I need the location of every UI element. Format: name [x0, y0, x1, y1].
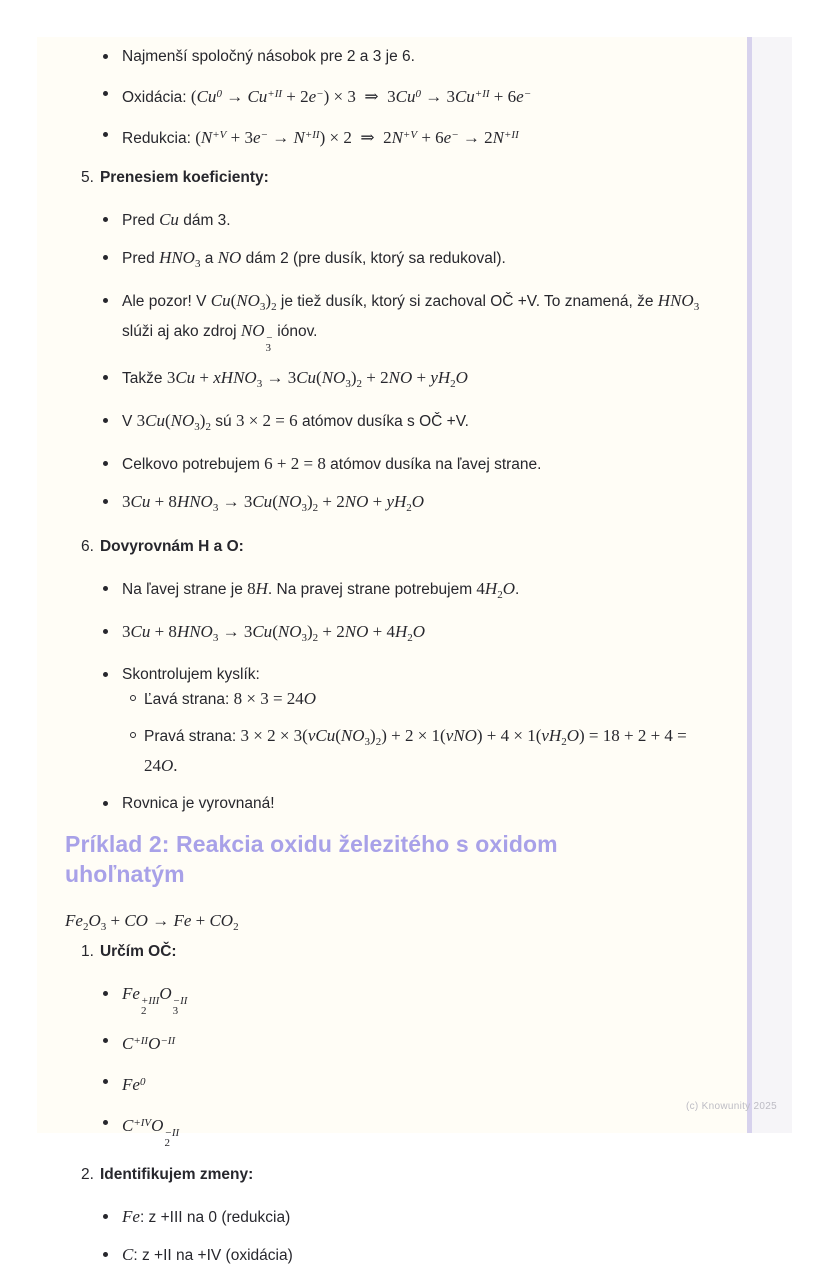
- math-run: 3: [166, 368, 176, 387]
- math-run: e: [443, 128, 452, 147]
- text-run: Pred: [122, 250, 160, 267]
- text-run: Ľavá strana:: [144, 691, 234, 708]
- math-run: Fe: [65, 911, 83, 930]
- list-item-text: [122, 492, 425, 514]
- math-run: −II: [160, 1035, 176, 1047]
- math-run: Cu: [145, 411, 165, 430]
- section-label: Dovyrovnám H a O:: [99, 538, 244, 555]
- math-subsup: [173, 996, 188, 1016]
- text-run: . Na pravej strane potrebujem: [267, 581, 477, 598]
- list-item: [65, 490, 711, 520]
- list-item-text: [122, 1077, 145, 1094]
- list-item-text: [122, 89, 531, 106]
- math-run: Cu: [252, 492, 273, 511]
- math-run: (: [165, 411, 171, 430]
- list-item: [65, 409, 711, 439]
- math-run: Cu: [247, 87, 268, 106]
- text-run: Na ľavej strane je: [122, 581, 248, 598]
- math-run: 3 × 2 = 6: [235, 411, 298, 430]
- math-run: → 3: [218, 622, 253, 641]
- bullet-icon: [103, 801, 108, 806]
- math-run: 2: [406, 502, 412, 514]
- list-item-text: [122, 579, 520, 601]
- math-run: Fe: [122, 1075, 140, 1094]
- math-run: −: [316, 88, 324, 100]
- math-run: Cu: [296, 368, 317, 387]
- math-run: (: [272, 622, 278, 641]
- math-run: 3: [693, 301, 700, 313]
- math-run: C: [122, 1034, 134, 1053]
- math-run: Cu: [252, 622, 273, 641]
- math-run: + 8: [150, 622, 177, 641]
- math-run: Fe: [122, 1207, 140, 1226]
- text-run: slúži aj ako zdroj: [122, 323, 241, 340]
- math-superscript: −: [265, 332, 273, 344]
- section-number: 5.: [81, 169, 94, 186]
- math-run: +: [106, 911, 125, 930]
- math-run: (: [195, 128, 201, 147]
- math-run: O: [412, 622, 426, 641]
- math-run: 2: [271, 301, 277, 313]
- bullet-list: [65, 45, 711, 151]
- math-run: −: [260, 129, 268, 141]
- numbered-section-header: [81, 1163, 711, 1187]
- text-run: atómov dusíka s OČ +V.: [297, 413, 469, 430]
- math-run: 3: [259, 301, 266, 313]
- list-item-text: [122, 666, 260, 683]
- list-item-text: [122, 984, 188, 1017]
- math-run: (: [316, 368, 322, 387]
- list-item-text: [122, 1247, 293, 1264]
- list-item: [65, 366, 711, 396]
- list-item: [65, 620, 711, 650]
- text-run: : z +III na 0 (redukcia): [139, 1209, 291, 1226]
- circle-bullet-icon: [130, 695, 136, 701]
- list-item-text: [144, 728, 687, 775]
- list-item: [65, 982, 711, 1016]
- math-run: + 2: [282, 87, 309, 106]
- list-item: [65, 1205, 711, 1230]
- math-run: O: [161, 756, 174, 775]
- math-run: →: [267, 128, 294, 147]
- math-subsup: [266, 333, 273, 353]
- math-run: +: [368, 492, 387, 511]
- math-run: + 6: [489, 87, 517, 106]
- math-run: + 8: [150, 492, 177, 511]
- list-item: [65, 1070, 711, 1098]
- bullet-icon: [103, 54, 108, 59]
- math-run: NO: [388, 368, 413, 387]
- text-run: Pred: [122, 212, 160, 229]
- bullet-icon: [103, 629, 108, 634]
- list-item: [65, 663, 711, 779]
- math-run: 3: [256, 378, 263, 390]
- page-gutter: [752, 37, 792, 1133]
- bullet-icon: [103, 461, 108, 466]
- math-run: HNO: [159, 248, 195, 267]
- math-subsup: [141, 996, 159, 1016]
- math-run: Cu: [454, 87, 475, 106]
- bullet-icon: [103, 499, 108, 504]
- math-run: 2: [233, 921, 239, 933]
- math-superscript: −II: [164, 1127, 180, 1139]
- math-run: +: [195, 368, 214, 387]
- math-subscript: 3: [172, 1005, 179, 1017]
- math-run: Cu: [196, 87, 217, 106]
- math-run: ) × 3 ⇒ 3: [323, 87, 396, 106]
- math-run: e: [253, 128, 261, 147]
- numbered-section-header: [81, 940, 711, 964]
- bullet-icon: [103, 375, 108, 380]
- list-item-text: [122, 291, 700, 354]
- bullet-icon: [103, 1038, 108, 1043]
- math-run: NO: [217, 248, 242, 267]
- math-run: NO: [277, 492, 302, 511]
- math-run: H: [394, 622, 408, 641]
- list-item-text: [122, 368, 468, 390]
- bullet-icon: [103, 1214, 108, 1219]
- list-item-text: [122, 1036, 175, 1053]
- text-run: dám 2 (pre dusík, ktorý sa redukoval).: [241, 250, 506, 267]
- math-run: + 2: [362, 368, 389, 387]
- text-run: Celkovo potrebujem: [122, 456, 265, 473]
- math-run: 2: [82, 921, 89, 933]
- bullet-icon: [103, 1252, 108, 1257]
- math-run: e: [516, 87, 524, 106]
- list-item-text: [144, 691, 316, 708]
- bullet-icon: [103, 217, 108, 222]
- section-number: 2.: [81, 1166, 94, 1183]
- list-item-text: [122, 411, 469, 433]
- math-run: 2: [407, 632, 413, 644]
- math-run: → 3: [218, 492, 253, 511]
- math-run: (: [335, 726, 341, 745]
- math-run: Cu: [175, 368, 196, 387]
- text-run: dám 3.: [178, 212, 231, 229]
- math-run: CO: [124, 911, 148, 930]
- math-run: 3: [122, 492, 131, 511]
- math-run: ): [265, 291, 272, 310]
- math-run: 2: [497, 589, 503, 601]
- section-label: Prenesiem koeficienty:: [99, 169, 269, 186]
- list-item: [65, 1029, 711, 1057]
- list-item: [65, 1243, 711, 1268]
- math-run: vNO: [445, 726, 477, 745]
- math-run: +II: [133, 1035, 149, 1047]
- math-superscript: −II: [172, 995, 188, 1007]
- math-run: yH: [430, 368, 451, 387]
- math-run: Fe: [122, 984, 140, 1003]
- text-run: V: [122, 413, 137, 430]
- math-run: ): [350, 368, 357, 387]
- text-run: iónov.: [272, 323, 318, 340]
- math-run: 2: [356, 378, 363, 390]
- section-heading: Príklad 2: Reakcia oxidu železitého s oxidom uhoľnatým: [65, 831, 558, 887]
- math-run: Cu: [159, 210, 179, 229]
- text-run: Skontrolujem kyslík:: [122, 666, 260, 683]
- bullet-list: [65, 577, 711, 816]
- math-run: xHNO: [213, 368, 257, 387]
- math-run: 3: [194, 258, 201, 270]
- math-subscript: 3: [265, 342, 272, 354]
- numbered-section-header: [81, 166, 711, 190]
- bullet-icon: [103, 418, 108, 423]
- list-item: [122, 687, 711, 712]
- list-item: [65, 792, 711, 816]
- math-run: + 2: [318, 492, 345, 511]
- bullet-icon: [103, 132, 108, 137]
- math-run: NO: [236, 291, 260, 310]
- math-run: ): [370, 726, 376, 745]
- math-run: 6 + 2 = 8: [264, 454, 326, 473]
- math-run: ): [199, 411, 206, 430]
- bullet-list: [122, 687, 711, 779]
- document-content: [37, 37, 747, 1268]
- bullet-icon: [103, 255, 108, 260]
- list-item-text: [122, 1209, 290, 1226]
- list-item-text: [122, 130, 519, 147]
- math-run: Cu: [395, 87, 416, 106]
- math-run: 3: [136, 411, 146, 430]
- text-run: sú: [210, 413, 236, 430]
- math-run: +II: [504, 129, 519, 141]
- text-run: .: [514, 581, 520, 598]
- numbered-section-header: [81, 535, 711, 559]
- math-run: 3: [212, 502, 219, 514]
- math-run: N: [492, 128, 504, 147]
- math-run: NO: [170, 411, 195, 430]
- math-run: 2: [450, 378, 456, 390]
- list-item-text: [122, 795, 275, 812]
- math-run: + 6: [417, 128, 444, 147]
- equation-line: [65, 909, 711, 939]
- list-item: [65, 246, 711, 276]
- math-run: 3: [122, 622, 131, 641]
- math-run: NO: [321, 368, 346, 387]
- list-item: [65, 289, 711, 353]
- math-run: vH: [541, 726, 562, 745]
- math-run: +II: [267, 88, 283, 100]
- math-run: NO: [344, 492, 369, 511]
- text-run: atómov dusíka na ľavej strane.: [325, 456, 542, 473]
- math-run: → 3: [420, 87, 455, 106]
- section-number: 1.: [81, 943, 94, 960]
- math-run: HNO: [176, 622, 213, 641]
- math-run: Cu: [130, 622, 151, 641]
- text-run: Takže: [122, 370, 167, 387]
- math-run: N: [200, 128, 213, 147]
- bullet-icon: [103, 298, 108, 303]
- math-run: 0: [415, 88, 421, 100]
- math-run: + 2: [318, 622, 345, 641]
- math-run: NO: [277, 622, 302, 641]
- math-run: N: [293, 128, 305, 147]
- math-run: −: [451, 129, 459, 141]
- math-run: 3: [301, 502, 307, 514]
- math-run: O: [148, 1034, 161, 1053]
- math-run: O: [151, 1116, 164, 1135]
- section-label: Identifikujem zmeny:: [99, 1166, 254, 1183]
- math-run: vCu: [307, 726, 336, 745]
- math-run: Fe: [173, 911, 192, 930]
- math-run: 3 × 2 × 3(: [240, 726, 308, 745]
- math-run: 8: [247, 579, 256, 598]
- math-superscript: +III: [140, 995, 160, 1007]
- math-run: 8 × 3 = 24: [233, 689, 304, 708]
- math-run: 2: [205, 421, 211, 433]
- list-item: [65, 208, 711, 233]
- math-run: 4: [476, 579, 485, 598]
- watermark: (c) Knowunity 2025: [686, 1101, 778, 1112]
- math-run: H: [255, 579, 268, 598]
- math-run: ) + 4 × 1(: [476, 726, 542, 745]
- text-run: a: [200, 250, 218, 267]
- math-run: ) + 2 × 1(: [381, 726, 446, 745]
- math-run: +: [191, 911, 210, 930]
- math-subsup: [164, 1128, 179, 1148]
- math-run: yH: [386, 492, 407, 511]
- math-run: 3: [364, 736, 371, 748]
- math-run: 0: [139, 1076, 146, 1088]
- math-run: 3: [345, 378, 351, 390]
- text-run: Redukcia:: [122, 130, 196, 147]
- math-run: ) × 2 ⇒ 2: [319, 128, 392, 147]
- math-run: 3: [212, 632, 219, 644]
- list-item: [65, 82, 711, 110]
- text-run: je tiež dusík, ktorý si zachoval OČ +V. To znamená, že: [276, 293, 658, 310]
- math-run: + 3: [226, 128, 253, 147]
- math-run: NO: [344, 622, 369, 641]
- list-item-text: [122, 248, 506, 270]
- math-run: C: [122, 1116, 134, 1135]
- math-run: 2: [375, 736, 382, 748]
- math-run: →: [147, 911, 174, 930]
- bullet-icon: [103, 586, 108, 591]
- text-run: Rovnica je vyrovnaná!: [122, 795, 275, 812]
- list-item: [65, 452, 711, 477]
- list-item: [65, 123, 711, 151]
- bullet-icon: [103, 672, 108, 677]
- bullet-icon: [103, 91, 108, 96]
- math-subscript: 2: [140, 1005, 147, 1017]
- math-run: 2: [312, 502, 319, 514]
- list-item: [65, 577, 711, 607]
- math-run: O: [455, 368, 468, 387]
- math-run: CO: [209, 911, 234, 930]
- math-run: +II: [474, 88, 490, 100]
- math-run: C: [122, 1245, 134, 1264]
- math-run: →: [221, 87, 248, 106]
- math-run: 3: [301, 632, 307, 644]
- math-run: Cu: [130, 492, 151, 511]
- math-run: → 2: [458, 128, 493, 147]
- math-run: ) = 18 + 2 + 4 = 24: [144, 726, 687, 775]
- math-run: O: [303, 689, 317, 708]
- math-run: +IV: [133, 1117, 152, 1129]
- list-item: [65, 1111, 711, 1148]
- math-run: ): [306, 492, 313, 511]
- math-run: + 4: [368, 622, 395, 641]
- math-run: → 3: [262, 368, 297, 387]
- math-run: O: [411, 492, 425, 511]
- list-item-text: [122, 48, 415, 65]
- bullet-list: [65, 1205, 711, 1268]
- text-run: Pravá strana:: [144, 728, 241, 745]
- text-run: : z +II na +IV (oxidácia): [133, 1247, 293, 1264]
- math-run: +V: [212, 129, 227, 141]
- math-run: +V: [402, 129, 418, 141]
- math-run: e: [308, 87, 317, 106]
- math-run: NO: [340, 726, 365, 745]
- math-subscript: 2: [164, 1137, 170, 1149]
- math-run: +II: [304, 129, 320, 141]
- text-run: Ale pozor! V: [122, 293, 211, 310]
- circle-bullet-icon: [130, 732, 136, 738]
- math-run: (: [230, 291, 237, 310]
- math-run: −: [523, 88, 532, 100]
- list-item-text: [122, 1116, 180, 1149]
- math-run: .: [173, 756, 178, 775]
- bullet-icon: [103, 1120, 108, 1125]
- math-run: +: [412, 368, 431, 387]
- math-run: 2: [312, 632, 319, 644]
- math-run: O: [159, 984, 172, 1003]
- math-run: Cu: [210, 291, 231, 310]
- math-run: O: [566, 726, 579, 745]
- document-page: [37, 37, 747, 1264]
- list-item-text: [122, 456, 541, 473]
- section-label: Určím OČ:: [99, 943, 177, 960]
- list-item-text: [122, 212, 231, 229]
- list-item: [65, 45, 711, 69]
- list-item-text: [122, 622, 426, 644]
- math-run: 0: [216, 88, 222, 100]
- math-run: HNO: [657, 291, 694, 310]
- text-run: Najmenší spoločný násobok pre 2 a 3 je 6.: [122, 48, 415, 65]
- math-run: (: [272, 492, 278, 511]
- math-run: (: [190, 87, 197, 106]
- text-run: Oxidácia:: [122, 89, 191, 106]
- bullet-list: [65, 208, 711, 520]
- bullet-list: [65, 982, 711, 1148]
- bullet-icon: [103, 991, 108, 996]
- math-run: ): [306, 622, 313, 641]
- math-run: N: [391, 128, 403, 147]
- list-item: [122, 724, 711, 779]
- math-run: O: [502, 579, 515, 598]
- math-run: 2: [561, 736, 567, 748]
- math-run: NO: [240, 321, 265, 340]
- math-run: HNO: [176, 492, 213, 511]
- math-run: H: [484, 579, 498, 598]
- bullet-icon: [103, 1079, 108, 1084]
- math-run: O: [88, 911, 101, 930]
- math-run: 3: [100, 921, 107, 933]
- section-number: 6.: [81, 538, 94, 555]
- math-run: 3: [194, 421, 200, 433]
